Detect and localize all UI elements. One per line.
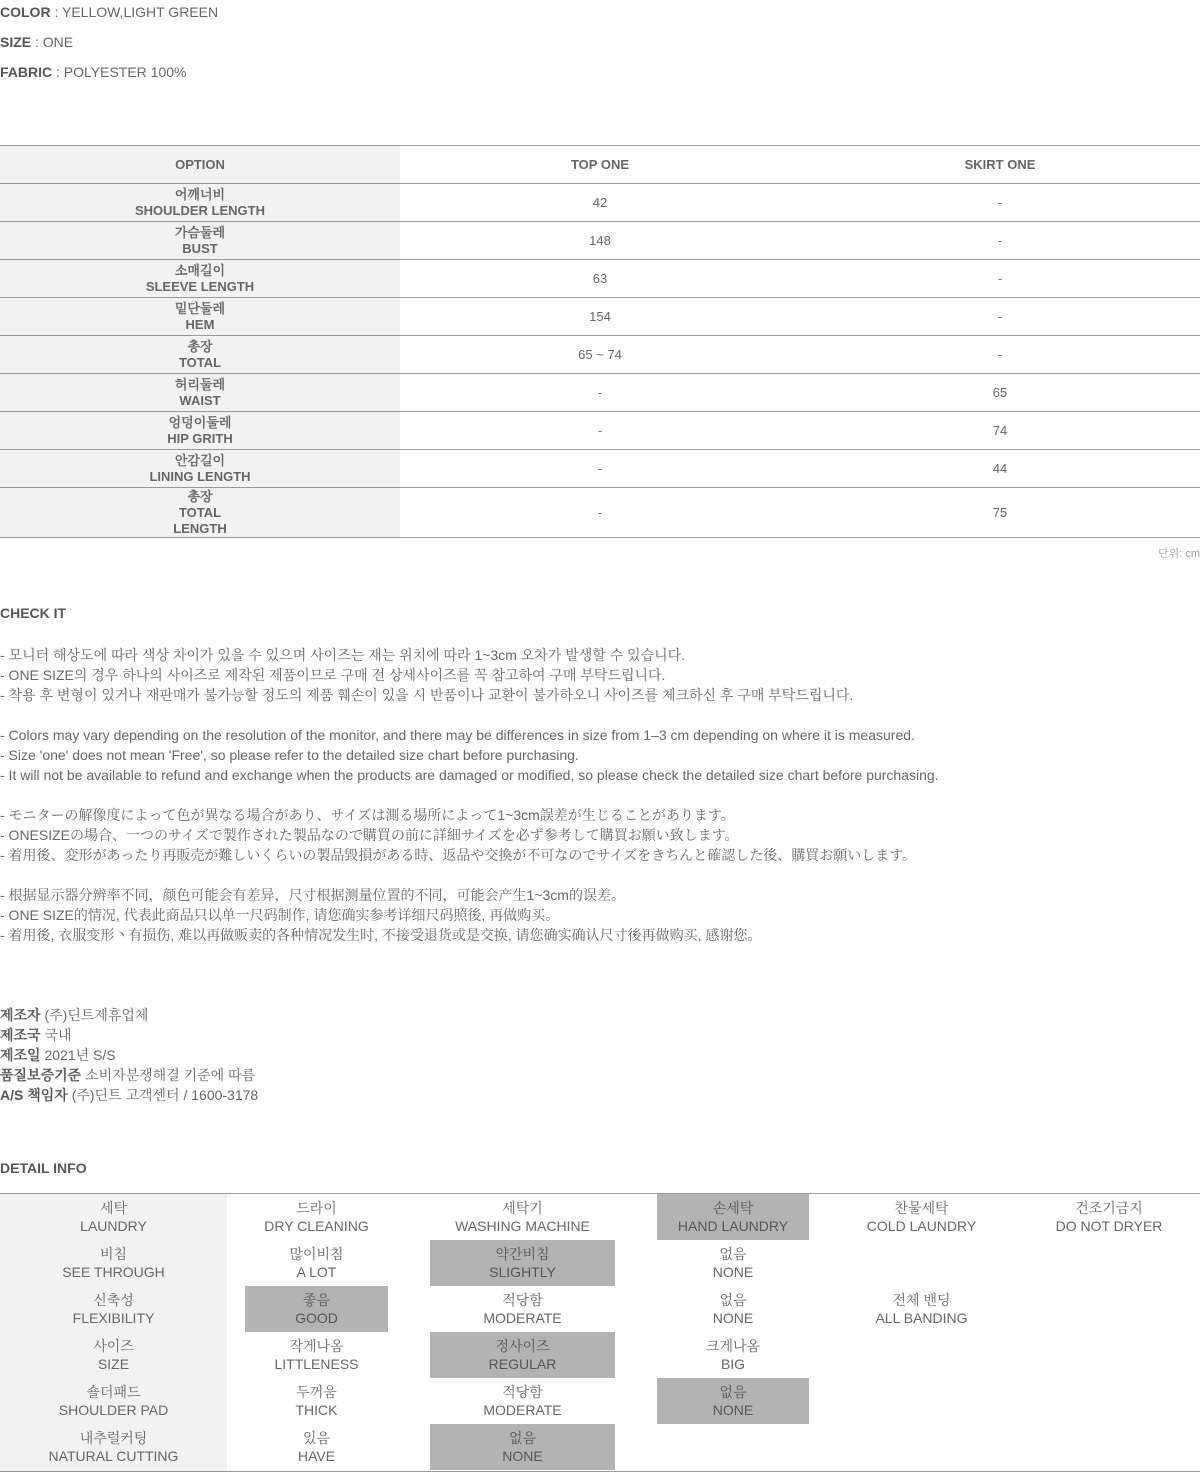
row-label	[0, 450, 400, 487]
option-en: NONE	[712, 1264, 754, 1280]
table-row	[0, 412, 1200, 450]
fabric-label: FABRIC	[0, 64, 53, 80]
detail-option	[245, 1194, 388, 1240]
option-ko: 두꺼움	[296, 1384, 337, 1400]
note-line: - ONESIZEの場合、一つのサイズで製作された製品なので購買の前に詳細サイズを必ず参考して購買お願い致します。	[0, 827, 739, 843]
detail-label-ko: 내추럴커팅	[79, 1430, 148, 1446]
option-en: REGULAR	[488, 1356, 557, 1372]
mfr-value: 2021년 S/S	[40, 1047, 116, 1063]
row-label-en: HIP GRITH	[167, 430, 233, 446]
option-en: MODERATE	[483, 1310, 562, 1326]
option-en: NONE	[712, 1310, 754, 1326]
detail-option-selected	[657, 1378, 809, 1424]
mfr-label: A/S 책임자	[0, 1087, 68, 1103]
detail-option	[430, 1378, 615, 1424]
option-en: DRY CLEANING	[264, 1218, 369, 1234]
table-row	[0, 184, 1200, 222]
note-line: - 착용 후 변형이 있거나 재판매가 불가능할 정도의 제품 훼손이 있을 시 반품이나 교환이 불가하오니 사이즈를 체크하신 후 구매 부탁드립니다.	[0, 687, 854, 703]
row-label-en: WAIST	[179, 392, 221, 408]
note-spacer	[0, 705, 939, 725]
table-row	[0, 222, 1200, 260]
option-en: DO NOT DRYER	[1055, 1218, 1163, 1234]
row-label-en: LINING LENGTH	[149, 468, 251, 484]
table-row	[0, 260, 1200, 298]
detail-option	[245, 1378, 388, 1424]
option-en: LITTLENESS	[274, 1356, 359, 1372]
option-ko: 없음	[719, 1384, 747, 1400]
option-en: A LOT	[296, 1264, 337, 1280]
skirt-value: -	[997, 233, 1003, 248]
detail-option	[430, 1286, 615, 1332]
manufacturer-line	[0, 1025, 258, 1045]
note-line: - 着用後, 衣服变形丶有损伤, 难以再做贩卖的各种情况发生时, 不接受退货或是交换, 请您确实确认尺寸後再做购买, 感谢您。	[0, 927, 762, 943]
mfr-label: 제조자	[0, 1007, 41, 1023]
mfr-label: 제조국	[0, 1027, 41, 1043]
skirt-value: 65	[992, 385, 1008, 400]
detail-label-en: NATURAL CUTTING	[48, 1448, 179, 1464]
option-ko: 없음	[719, 1246, 747, 1262]
option-ko: 크게나옴	[705, 1338, 761, 1354]
note-line: - 모니터 해상도에 따라 색상 차이가 있을 수 있으며 사이즈는 재는 위치에 따라 1~3cm 오차가 발생할 수 있습니다.	[0, 647, 686, 663]
note-line: - Colors may vary depending on the resolution of the monitor, and there may be differences in size from 1–3 cm depending on where it is measured.	[0, 727, 915, 743]
color-label: COLOR	[0, 4, 51, 20]
note-line: - 着用後、変形があったり再販売が難しいくらいの製品毀損がある時、返品や交換が不可なのでサイズをきちんと確認した後、購買お願いします。	[0, 847, 917, 863]
top-value: 148	[589, 233, 611, 248]
detail-label-en: LAUNDRY	[80, 1218, 147, 1234]
table-row	[0, 374, 1200, 412]
detail-info-title: DETAIL INFO	[0, 1160, 87, 1176]
option-en: HAVE	[297, 1448, 336, 1464]
check-it-title: CHECK IT	[0, 605, 67, 621]
option-ko: 적당함	[502, 1384, 543, 1400]
mfr-value: 국내	[40, 1027, 72, 1043]
manufacturer-line	[0, 1065, 258, 1085]
note-line: - 根据显示器分辨率不同，颜色可能会有差异，尺寸根据测量位置的不同，可能会产生1~3cm的误差。	[0, 887, 625, 903]
option-ko: 건조기금지	[1075, 1200, 1143, 1216]
option-en: BIG	[720, 1356, 746, 1372]
detail-option	[657, 1286, 809, 1332]
fabric-info	[0, 64, 186, 80]
skirt-value: 74	[992, 423, 1008, 438]
row-label	[0, 488, 400, 537]
detail-label-ko: 세탁	[99, 1200, 128, 1216]
option-ko: 없음	[508, 1430, 537, 1446]
row-label	[0, 298, 400, 335]
detail-label	[0, 1240, 227, 1286]
option-ko: 손세탁	[712, 1200, 754, 1216]
option-ko: 적당함	[502, 1292, 543, 1308]
detail-option	[657, 1332, 809, 1378]
detail-option	[845, 1194, 998, 1240]
skirt-value: -	[997, 309, 1003, 324]
table-row	[0, 488, 1200, 538]
row-label-en: SHOULDER LENGTH	[135, 202, 265, 218]
top-value: 63	[592, 271, 608, 286]
detail-label-en: SHOULDER PAD	[58, 1402, 169, 1418]
option-ko: 많이비침	[289, 1246, 344, 1262]
detail-option	[430, 1194, 615, 1240]
detail-label-en: FLEXIBILITY	[72, 1310, 155, 1326]
detail-info-table	[0, 1193, 1200, 1472]
note-spacer	[0, 865, 939, 885]
note-line: - モニターの解像度によって色が異なる場合があり、サイズは測る場所によって1~3cm誤差が生じることがあります。	[0, 807, 735, 823]
top-value: -	[597, 385, 603, 400]
detail-label-ko: 신축성	[93, 1292, 134, 1308]
row-label	[0, 222, 400, 259]
note-line: - ONE SIZE的情况, 代表此商品只以单一尺码制作, 请您确实参考详细尺码照後, 再做购买。	[0, 907, 560, 923]
option-ko: 찬물세탁	[894, 1200, 949, 1216]
option-ko: 전체 밴딩	[892, 1292, 951, 1308]
top-value: -	[597, 505, 603, 520]
mfr-value: 소비자분쟁해결 기준에 따름	[81, 1067, 256, 1083]
row-label-ko: 어깨너비	[174, 186, 226, 202]
option-en: NONE	[502, 1448, 543, 1464]
option-en: MODERATE	[483, 1402, 562, 1418]
top-value: -	[597, 423, 603, 438]
option-en: HAND LAUNDRY	[677, 1218, 789, 1234]
option-en: ALL BANDING	[875, 1310, 968, 1326]
top-value: 154	[589, 309, 611, 324]
mfr-value: (주)딘트제휴업체	[40, 1007, 149, 1023]
detail-label-ko: 비침	[99, 1246, 128, 1262]
row-label-ko: 가슴둘레	[174, 224, 226, 240]
detail-option	[1030, 1194, 1188, 1240]
manufacturer-info	[0, 1005, 258, 1105]
detail-label	[0, 1424, 227, 1470]
manufacturer-line	[0, 1005, 258, 1025]
detail-label	[0, 1378, 227, 1424]
detail-option-selected	[430, 1424, 615, 1470]
option-ko: 없음	[719, 1292, 747, 1308]
fabric-value: : POLYESTER 100%	[52, 64, 187, 80]
row-label-ko: 소매길이	[174, 262, 226, 278]
size-value: : ONE	[31, 34, 74, 50]
option-en: WASHING MACHINE	[455, 1218, 590, 1234]
size-table-header	[0, 146, 1200, 184]
row-label	[0, 412, 400, 449]
detail-option	[245, 1332, 388, 1378]
detail-label	[0, 1286, 227, 1332]
header-top: TOP ONE	[570, 157, 630, 172]
option-ko: 작게나옴	[289, 1338, 344, 1354]
skirt-value: 44	[992, 461, 1008, 476]
header-option: OPTION	[0, 146, 400, 183]
mfr-value: (주)딘트 고객센터 / 1600-3178	[67, 1087, 259, 1103]
color-info	[0, 4, 218, 20]
table-row	[0, 450, 1200, 488]
note-line: - ONE SIZE의 경우 하나의 사이즈로 제작된 제품이므로 구매 전 상세사이즈를 꼭 참고하여 구매 부탁드립니다.	[0, 667, 666, 683]
skirt-value: -	[997, 271, 1003, 286]
option-en: GOOD	[295, 1310, 338, 1326]
detail-option-selected	[430, 1240, 615, 1286]
detail-label-ko: 사이즈	[93, 1338, 134, 1354]
top-value: 42	[592, 195, 608, 210]
manufacturer-line	[0, 1045, 258, 1065]
detail-option	[245, 1240, 388, 1286]
detail-option-selected	[657, 1194, 809, 1240]
row-label-ko: 밑단둘레	[174, 300, 226, 316]
row-label	[0, 260, 400, 297]
option-en: THICK	[295, 1402, 338, 1418]
option-en: NONE	[712, 1402, 754, 1418]
row-label-ko: 총장	[187, 488, 213, 504]
row-label-en: HEM	[185, 316, 215, 332]
option-ko: 약간비침	[495, 1246, 550, 1262]
row-label-ko: 총장	[187, 338, 213, 354]
option-ko: 세탁기	[502, 1200, 543, 1216]
detail-option	[245, 1424, 388, 1470]
option-en: SLIGHTLY	[489, 1264, 556, 1280]
row-label-ko: 안감길이	[174, 452, 226, 468]
row-label-ko: 엉덩이둘레	[168, 414, 232, 430]
header-skirt: SKIRT ONE	[964, 157, 1036, 172]
option-en: COLD LAUNDRY	[866, 1218, 977, 1234]
size-table	[0, 145, 1200, 538]
top-value: 65 ~ 74	[578, 347, 622, 362]
row-label-en: TOTAL	[178, 354, 222, 370]
skirt-value: 75	[992, 505, 1008, 520]
row-label	[0, 184, 400, 221]
detail-label-en: SEE THROUGH	[62, 1264, 165, 1280]
color-value: : YELLOW,LIGHT GREEN	[50, 4, 219, 20]
unit-note: 단위: cm	[1157, 548, 1200, 560]
row-label-en: TOTAL	[178, 504, 222, 520]
row-label-en: BUST	[182, 240, 218, 256]
table-row	[0, 336, 1200, 374]
mfr-label: 제조일	[0, 1047, 41, 1063]
detail-option	[845, 1286, 998, 1332]
check-it-notes	[0, 645, 939, 945]
row-label-ko: 허리둘레	[174, 376, 226, 392]
detail-label	[0, 1332, 227, 1378]
detail-option	[657, 1240, 809, 1286]
row-label-en-2: LENGTH	[173, 520, 227, 536]
detail-label-en: SIZE	[97, 1356, 130, 1372]
note-spacer	[0, 785, 939, 805]
skirt-value: -	[997, 195, 1003, 210]
mfr-label: 품질보증기준	[0, 1067, 82, 1083]
note-line: - Size 'one' does not mean 'Free', so please refer to the detailed size chart before purchasing.	[0, 747, 579, 763]
row-label	[0, 336, 400, 373]
detail-option-selected	[245, 1286, 388, 1332]
skirt-value: -	[997, 347, 1003, 362]
size-label: SIZE	[0, 34, 32, 50]
option-ko: 정사이즈	[495, 1338, 550, 1354]
option-ko: 드라이	[296, 1200, 337, 1216]
manufacturer-line	[0, 1085, 258, 1105]
note-line: - It will not be available to refund and exchange when the products are damaged or modified, so please check the detailed size chart before purchasing.	[0, 767, 939, 783]
detail-label	[0, 1194, 227, 1240]
detail-option-selected	[430, 1332, 615, 1378]
row-label-en: SLEEVE LENGTH	[145, 278, 255, 294]
size-info	[0, 34, 73, 50]
table-row	[0, 298, 1200, 336]
top-value: -	[597, 461, 603, 476]
row-label	[0, 374, 400, 411]
option-ko: 있음	[302, 1430, 331, 1446]
detail-label-ko: 숄더패드	[86, 1384, 141, 1400]
option-ko: 좋음	[302, 1292, 331, 1308]
